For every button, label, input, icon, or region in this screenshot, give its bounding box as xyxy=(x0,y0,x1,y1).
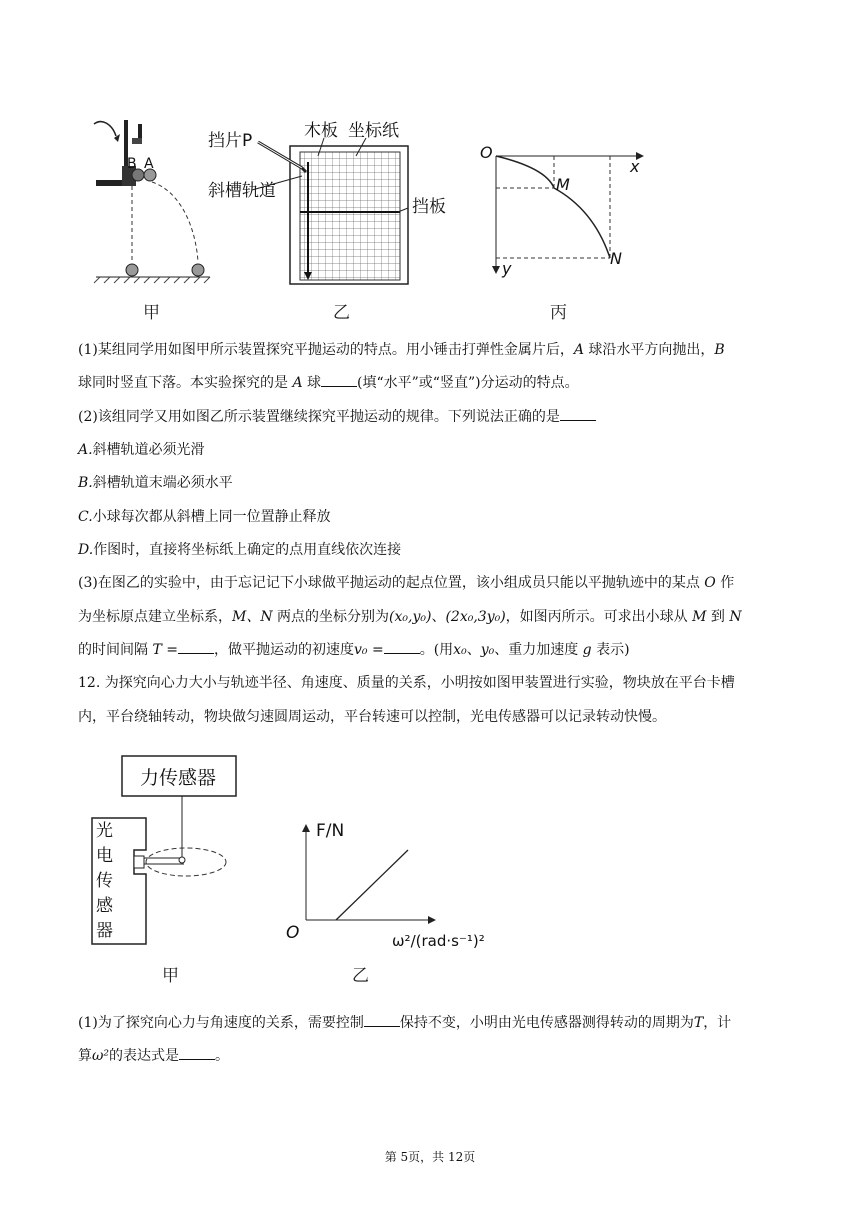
q12-line1: 12. 为探究向心力大小与轨迹半径、角速度、质量的关系，小明按如图甲装置进行实验，物块放在平台卡槽 xyxy=(78,675,735,691)
q1-p1-l2-post: (填“水平”或“竖直”)分运动的特点。 xyxy=(357,375,579,391)
q1-option-a[interactable] xyxy=(78,439,205,459)
q1-p1-l2-pre: 球同时竖直下落。本实验探究的是 xyxy=(78,375,293,391)
option-letter: A. xyxy=(78,442,93,458)
q1-p1-b: B xyxy=(714,342,725,358)
figure-jia-top xyxy=(86,110,216,290)
option-letter: D. xyxy=(78,542,94,558)
option-text: 斜槽轨道末端必须水平 xyxy=(92,475,233,491)
figure-q12-jia xyxy=(88,754,248,950)
q1-p3-l2-m: M xyxy=(692,609,707,625)
photo-char: 感 xyxy=(96,896,113,916)
graph-x-label: ω²/(rad·s⁻¹)² xyxy=(392,932,485,950)
figure-bing-top xyxy=(476,138,656,288)
figure-yi-top xyxy=(206,116,468,288)
yi-label-stop-plate: 挡板 xyxy=(412,197,446,217)
answer-blank[interactable] xyxy=(179,1047,215,1060)
q1-option-d[interactable] xyxy=(78,539,401,559)
q1-part1-line2 xyxy=(78,372,579,392)
q1-p2-text: (2)该组同学又用如图乙所示装置继续探究平抛运动的规律。下列说法正确的是 xyxy=(78,409,560,425)
q1-part2 xyxy=(78,406,596,426)
q1-option-b[interactable] xyxy=(78,472,233,492)
photo-char: 光 xyxy=(96,821,113,841)
q1-p1-l2-mid: 球 xyxy=(302,375,322,391)
yi-label-baffle: 挡片P xyxy=(208,131,253,151)
q1-p3-l2-c1: (x₀,y₀) xyxy=(389,609,432,625)
q12-p1-post: ，计 xyxy=(703,1015,732,1031)
option-text: 小球每次都从斜槽上同一位置静止释放 xyxy=(92,509,331,525)
figure-q12-yi-caption: 乙 xyxy=(352,966,369,986)
q1-p3-l3-mid: ，做平抛运动的初速度 xyxy=(213,642,354,658)
q12-part1-line1 xyxy=(78,1012,731,1032)
q1-p3-l1-post: 作 xyxy=(715,575,735,591)
page-footer: 第 5页，共 12页 xyxy=(384,1150,476,1164)
q1-p1-l2-a: A xyxy=(292,375,303,391)
yi-label-board: 木板 xyxy=(304,121,338,141)
photo-sensor-text xyxy=(96,821,113,941)
q1-p3-l2-c2: (2x₀,3y₀) xyxy=(445,609,506,625)
q1-p3-l3-y0: y₀ xyxy=(480,642,495,658)
figure-q12-jia-caption: 甲 xyxy=(162,966,179,986)
jia-label-b: B xyxy=(127,156,137,172)
figure-jia-caption: 甲 xyxy=(143,303,160,323)
photo-char: 传 xyxy=(96,871,113,891)
q12-p1-l2-pre: 算 xyxy=(78,1048,92,1064)
option-letter: C. xyxy=(78,509,93,525)
q1-option-c[interactable] xyxy=(78,506,331,526)
q12-p1-mid: 保持不变，小明由光电传感器测得转动的周期为 xyxy=(399,1015,694,1031)
q1-p3-l3-post: 。(用 xyxy=(419,642,454,658)
q12-p1-l2-end: 。 xyxy=(215,1048,230,1064)
q1-part3-line3 xyxy=(78,639,630,659)
q1-p3-l3-eq1: = xyxy=(161,642,178,658)
q12-p1-l2-w: ω² xyxy=(92,1048,110,1064)
q12-line2: 内，平台绕轴转动，物块做匀速圆周运动，平台转速可以控制，光电传感器可以记录转动快慢。 xyxy=(78,709,666,725)
q1-p3-l2-mn: M、N xyxy=(232,609,273,625)
photo-char: 器 xyxy=(96,921,113,941)
option-text: 斜槽轨道必须光滑 xyxy=(92,442,205,458)
q1-p3-l3-t: T xyxy=(152,642,162,658)
force-sensor-label: 力传感器 xyxy=(140,767,217,789)
q12-p1-t: T xyxy=(693,1015,704,1031)
q1-part1-line1 xyxy=(78,339,725,359)
q1-p3-l2-post: ，如图丙所示。可求出小球从 xyxy=(505,609,693,625)
q1-part3-line2 xyxy=(78,606,742,626)
q1-part3-line1 xyxy=(78,572,734,592)
photo-char: 电 xyxy=(96,846,113,866)
q1-p3-l3-pre: 的时间间隔 xyxy=(78,642,153,658)
q1-p3-l1-o: O xyxy=(704,575,716,591)
q1-p1-mid: 球沿水平方向抛出， xyxy=(583,342,715,358)
q1-p3-l3-s2: 、重力加速度 xyxy=(494,642,583,658)
answer-blank[interactable] xyxy=(178,641,214,654)
graph-origin-label: O xyxy=(286,923,300,943)
q1-p1-a: A xyxy=(573,342,584,358)
q1-p3-l2-sep: 、 xyxy=(431,609,446,625)
q1-p3-l3-g: g xyxy=(582,642,592,658)
q12-part1-line2 xyxy=(78,1045,229,1065)
bing-label-n: N xyxy=(610,249,622,268)
bing-label-o: O xyxy=(480,143,493,162)
q1-p3-l3-v0: v₀ xyxy=(353,642,368,658)
q1-p3-l2-mid: 两点的坐标分别为 xyxy=(272,609,390,625)
figure-bing-caption: 丙 xyxy=(550,303,567,323)
figure-yi-caption: 乙 xyxy=(333,303,350,323)
yi-label-groove: 斜槽轨道 xyxy=(208,181,276,201)
option-letter: B. xyxy=(78,475,93,491)
answer-blank[interactable] xyxy=(364,1014,400,1027)
answer-blank[interactable] xyxy=(560,408,596,421)
q1-p3-l3-s1: 、 xyxy=(466,642,481,658)
q12-p1-pre: (1)为了探究向心力与角速度的关系，需要控制 xyxy=(78,1015,364,1031)
yi-label-coord-paper: 坐标纸 xyxy=(348,121,399,141)
q1-p3-l2-to: 到 xyxy=(706,609,730,625)
answer-blank[interactable] xyxy=(384,641,420,654)
option-text: 作图时，直接将坐标纸上确定的点用直线依次连接 xyxy=(93,542,402,558)
q1-p3-l3-eq2: = xyxy=(367,642,384,658)
graph-f-label: F/N xyxy=(316,821,345,841)
q1-p1-pre: (1)某组同学用如图甲所示装置探究平抛运动的特点。用小锤击打弹性金属片后， xyxy=(78,342,574,358)
answer-blank[interactable] xyxy=(321,374,357,387)
q1-p3-l2-pre: 为坐标原点建立坐标系， xyxy=(78,609,232,625)
q1-p3-l2-n: N xyxy=(729,609,742,625)
q1-p3-l1-pre: (3)在图乙的实验中，由于忘记记下小球做平抛运动的起点位置，该小组成员只能以平抛轨迹中的某点 xyxy=(78,575,705,591)
bing-label-x: x xyxy=(630,157,640,176)
jia-label-a: A xyxy=(144,156,154,172)
q12-p1-l2-post: 的表达式是 xyxy=(109,1048,180,1064)
bing-label-m: M xyxy=(556,175,570,194)
figure-q12-yi xyxy=(280,814,510,954)
bing-label-y: y xyxy=(502,259,512,278)
q1-p3-l3-end: 表示) xyxy=(591,642,630,658)
q1-p3-l3-x0: x₀ xyxy=(453,642,467,658)
